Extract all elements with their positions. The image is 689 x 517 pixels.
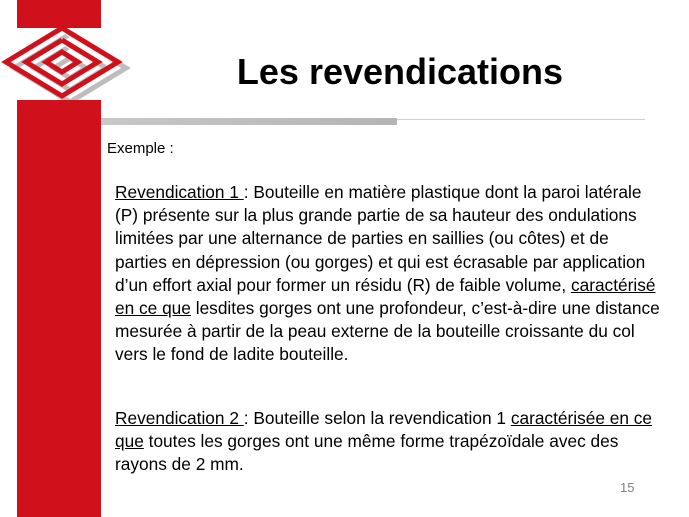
red-side-bar <box>17 100 101 517</box>
claim-2-characterizing-phrase: caractérisée en ce que <box>115 408 653 452</box>
page-number: 15 <box>620 480 635 495</box>
claim-2-label: Revendication 2 <box>115 408 244 428</box>
claim-1-text-part1: : Bouteille en matière plastique dont la paroi latérale (P) présente sur la plus grande partie de sa hauteur des ondulations limitées par une alternance de parties en saillies (ou côtes) et de parties en dépression (ou gorges) et qui est écrasable par application d’un effort axial pour former un résidu (R) de faible volume, <box>115 182 646 295</box>
claim-1-text-part2: lesdites gorges ont une profondeur, c’est-à-dire une distance mesurée à partir de la peau externe de la bouteille croissante du col vers le fond de ladite bouteille. <box>115 298 660 365</box>
example-label: Exemple : <box>107 140 174 157</box>
claim-2-text-part2: toutes les gorges ont une même forme trapézoïdale avec des rayons de 2 mm. <box>115 431 619 475</box>
title-underline-thin <box>397 119 645 120</box>
red-square-spiral-logo-icon <box>0 24 135 100</box>
claim-paragraph-1 <box>115 181 663 367</box>
title-underline-thick <box>101 118 397 125</box>
claim-1-label: Revendication 1 <box>115 182 244 202</box>
claim-2-text-part1: : Bouteille selon la revendication 1 <box>243 408 511 428</box>
claim-paragraph-2 <box>115 407 663 477</box>
claim-1-characterizing-phrase: caractérisé en ce que <box>115 274 656 319</box>
slide-title: Les revendications <box>236 51 564 92</box>
